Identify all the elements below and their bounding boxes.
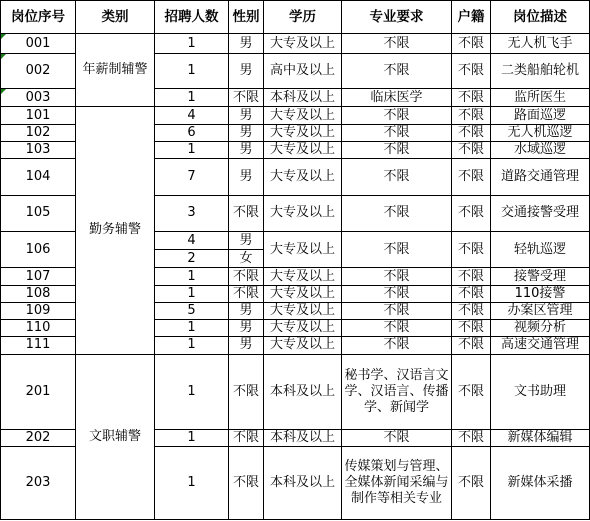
cell-education: 大专及以上 — [264, 320, 342, 337]
table-row — [1, 107, 590, 124]
cell-education: 本科及以上 — [264, 429, 342, 446]
header-gender: 性别 — [229, 1, 264, 34]
cell-education: 大专及以上 — [264, 34, 342, 53]
cell-gender: 男 — [229, 337, 264, 354]
cell-hukou: 不限 — [452, 124, 491, 141]
cell-education: 大专及以上 — [264, 141, 342, 158]
cell-hukou: 不限 — [452, 337, 491, 354]
cell-count: 3 — [155, 195, 229, 231]
cell-hukou: 不限 — [452, 159, 491, 195]
cell-major: 不限 — [342, 159, 452, 195]
cell-count: 4 — [155, 232, 229, 250]
cell-education: 大专及以上 — [264, 195, 342, 231]
cell-education: 大专及以上 — [264, 232, 342, 268]
cell-count: 1 — [155, 268, 229, 285]
cell-education: 大专及以上 — [264, 124, 342, 141]
cell-major: 不限 — [342, 107, 452, 124]
cell-description: 水域巡逻 — [491, 141, 590, 158]
cell-id: 002 — [1, 53, 76, 88]
cell-education: 本科及以上 — [264, 446, 342, 519]
cell-hukou: 不限 — [452, 89, 491, 107]
cell-id: 003 — [1, 89, 76, 107]
cell-major: 不限 — [342, 337, 452, 354]
category-annual: 年薪制辅警 — [76, 34, 155, 107]
header-hukou: 户籍 — [452, 1, 491, 34]
cell-id: 101 — [1, 107, 76, 124]
cell-major: 不限 — [342, 285, 452, 302]
cell-education: 高中及以上 — [264, 53, 342, 88]
cell-hukou: 不限 — [452, 53, 491, 88]
cell-count: 4 — [155, 107, 229, 124]
cell-gender: 男 — [229, 232, 264, 250]
cell-gender: 不限 — [229, 89, 264, 107]
header-count: 招聘人数 — [155, 1, 229, 34]
cell-description: 无人机飞手 — [491, 34, 590, 53]
cell-hukou: 不限 — [452, 107, 491, 124]
cell-major: 不限 — [342, 429, 452, 446]
header-major: 专业要求 — [342, 1, 452, 34]
cell-education: 大专及以上 — [264, 159, 342, 195]
cell-description: 高速交通管理 — [491, 337, 590, 354]
cell-major: 不限 — [342, 195, 452, 231]
cell-hukou: 不限 — [452, 34, 491, 53]
cell-education: 本科及以上 — [264, 354, 342, 429]
cell-major: 不限 — [342, 124, 452, 141]
cell-count: 6 — [155, 124, 229, 141]
cell-education: 大专及以上 — [264, 268, 342, 285]
cell-gender: 男 — [229, 141, 264, 158]
cell-description: 交通接警受理 — [491, 195, 590, 231]
cell-education: 大专及以上 — [264, 107, 342, 124]
cell-hukou: 不限 — [452, 429, 491, 446]
cell-count: 1 — [155, 446, 229, 519]
cell-count: 1 — [155, 337, 229, 354]
cell-gender: 男 — [229, 159, 264, 195]
cell-hukou: 不限 — [452, 354, 491, 429]
cell-gender: 男 — [229, 107, 264, 124]
cell-gender: 女 — [229, 250, 264, 268]
cell-hukou: 不限 — [452, 302, 491, 319]
cell-gender: 不限 — [229, 268, 264, 285]
cell-major: 不限 — [342, 302, 452, 319]
cell-id: 108 — [1, 285, 76, 302]
cell-id: 110 — [1, 320, 76, 337]
cell-count: 1 — [155, 320, 229, 337]
cell-count: 1 — [155, 141, 229, 158]
cell-major: 临床医学 — [342, 89, 452, 107]
cell-major: 不限 — [342, 141, 452, 158]
header-id: 岗位序号 — [1, 1, 76, 34]
table-row — [1, 354, 590, 429]
cell-description: 新媒体编辑 — [491, 429, 590, 446]
cell-description: 监所医生 — [491, 89, 590, 107]
cell-id: 109 — [1, 302, 76, 319]
cell-count: 1 — [155, 354, 229, 429]
header-description: 岗位描述 — [491, 1, 590, 34]
cell-description: 文书助理 — [491, 354, 590, 429]
cell-count: 1 — [155, 285, 229, 302]
cell-education: 本科及以上 — [264, 89, 342, 107]
cell-gender: 男 — [229, 124, 264, 141]
cell-major: 不限 — [342, 53, 452, 88]
cell-description: 接警受理 — [491, 268, 590, 285]
category-duty: 勤务辅警 — [76, 107, 155, 354]
cell-hukou: 不限 — [452, 141, 491, 158]
cell-hukou: 不限 — [452, 320, 491, 337]
cell-id: 201 — [1, 354, 76, 429]
cell-gender: 不限 — [229, 446, 264, 519]
cell-id: 102 — [1, 124, 76, 141]
cell-gender: 不限 — [229, 285, 264, 302]
cell-education: 大专及以上 — [264, 337, 342, 354]
cell-major: 不限 — [342, 34, 452, 53]
cell-major: 秘书学、汉语言文学、汉语言、传播学、新闻学 — [342, 354, 452, 429]
cell-hukou: 不限 — [452, 232, 491, 268]
cell-hukou: 不限 — [452, 446, 491, 519]
header-row — [1, 1, 590, 34]
cell-gender: 男 — [229, 320, 264, 337]
cell-description: 110接警 — [491, 285, 590, 302]
cell-id: 107 — [1, 268, 76, 285]
cell-hukou: 不限 — [452, 285, 491, 302]
header-education: 学历 — [264, 1, 342, 34]
cell-description: 视频分析 — [491, 320, 590, 337]
cell-id: 103 — [1, 141, 76, 158]
cell-gender: 男 — [229, 302, 264, 319]
cell-gender: 不限 — [229, 195, 264, 231]
cell-id: 105 — [1, 195, 76, 231]
cell-gender: 男 — [229, 53, 264, 88]
cell-description: 二类船舶轮机 — [491, 53, 590, 88]
cell-count: 5 — [155, 302, 229, 319]
cell-gender: 不限 — [229, 429, 264, 446]
cell-description: 轻轨巡逻 — [491, 232, 590, 268]
cell-education: 大专及以上 — [264, 302, 342, 319]
cell-count: 7 — [155, 159, 229, 195]
header-category: 类别 — [76, 1, 155, 34]
cell-count: 1 — [155, 89, 229, 107]
cell-description: 路面巡逻 — [491, 107, 590, 124]
cell-id: 001 — [1, 34, 76, 53]
cell-count: 2 — [155, 250, 229, 268]
table-row — [1, 34, 590, 53]
cell-major: 不限 — [342, 268, 452, 285]
cell-id: 104 — [1, 159, 76, 195]
category-civil: 文职辅警 — [76, 354, 155, 519]
cell-description: 办案区管理 — [491, 302, 590, 319]
cell-major: 不限 — [342, 232, 452, 268]
cell-description: 新媒体采播 — [491, 446, 590, 519]
cell-major: 不限 — [342, 320, 452, 337]
cell-count: 1 — [155, 53, 229, 88]
cell-description: 无人机巡逻 — [491, 124, 590, 141]
cell-major: 传媒策划与管理、全媒体新闻采编与制作等相关专业 — [342, 446, 452, 519]
cell-id: 106 — [1, 232, 76, 268]
cell-description: 道路交通管理 — [491, 159, 590, 195]
cell-count: 1 — [155, 34, 229, 53]
cell-education: 大专及以上 — [264, 285, 342, 302]
cell-gender: 男 — [229, 34, 264, 53]
cell-id: 111 — [1, 337, 76, 354]
cell-gender: 不限 — [229, 354, 264, 429]
cell-hukou: 不限 — [452, 268, 491, 285]
cell-hukou: 不限 — [452, 195, 491, 231]
cell-id: 203 — [1, 446, 76, 519]
cell-count: 1 — [155, 429, 229, 446]
cell-id: 202 — [1, 429, 76, 446]
